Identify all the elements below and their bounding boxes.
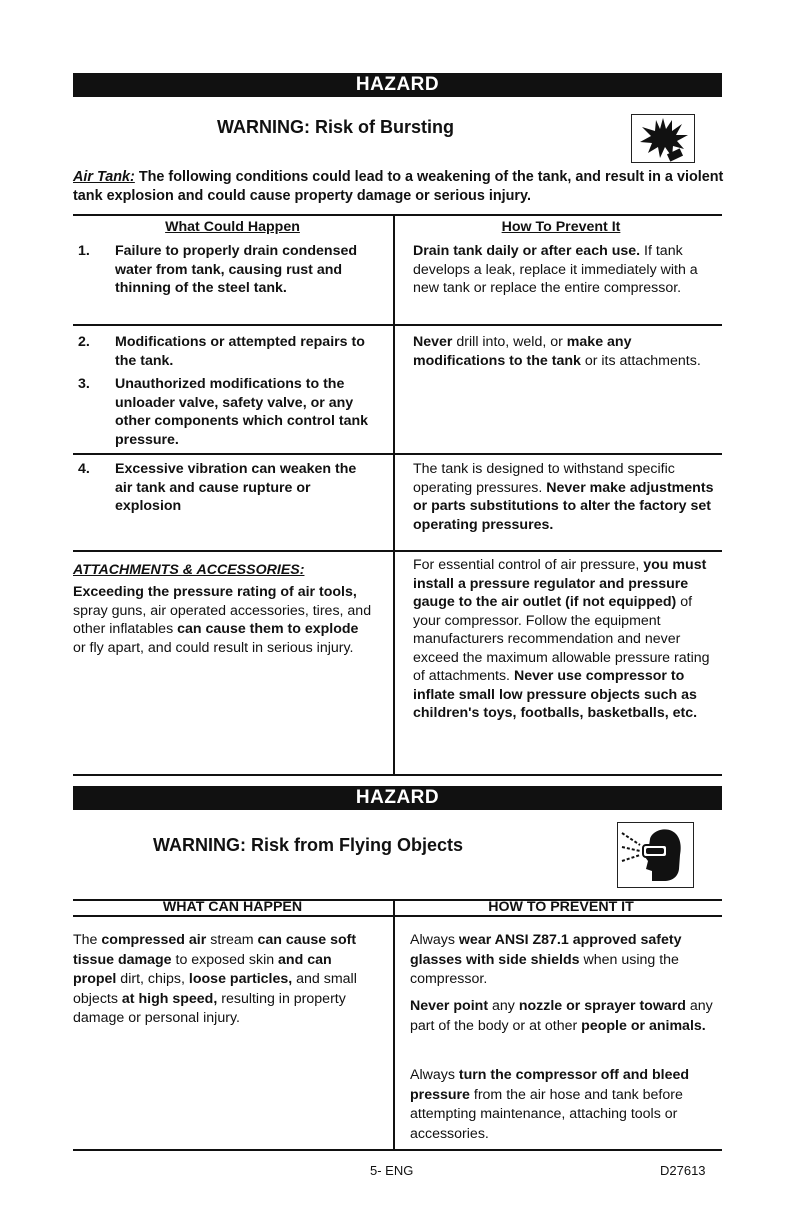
air-tank-intro: Air Tank: The following conditions could lead to a weakening of the tank, and result in a violent tank explosion and could cause property damage or serious injury. bbox=[73, 169, 724, 204]
table-top-rule bbox=[73, 214, 722, 216]
safety-goggles-icon bbox=[617, 822, 694, 888]
row-rule bbox=[73, 453, 722, 455]
page-number: 5- ENG bbox=[370, 1163, 414, 1178]
col-header-what-could-happen: What Could Happen bbox=[165, 219, 300, 235]
text-run: Never point bbox=[410, 998, 489, 1014]
text-run: Drain tank daily or after each use. bbox=[413, 243, 641, 259]
attachments-title: ATTACHMENTS & ACCESSORIES: bbox=[73, 562, 305, 578]
row-rule bbox=[73, 550, 722, 552]
header-rule bbox=[73, 915, 722, 917]
text-run: drill into, weld, or bbox=[452, 334, 567, 350]
prevention-text bbox=[410, 1066, 724, 1144]
text-run: loose particles, bbox=[188, 971, 293, 987]
text-run: people or animals. bbox=[581, 1017, 706, 1034]
text-run: and can propel bbox=[73, 951, 332, 987]
text-run: can cause soft tissue damage bbox=[73, 932, 357, 968]
hazard-item: Failure to properly drain condensed water from tank, causing rust and thinning of the steel tank. bbox=[115, 243, 358, 296]
text-run: and small objects bbox=[73, 971, 357, 1007]
table-divider bbox=[393, 899, 395, 1149]
warning-title: WARNING: Risk of Bursting bbox=[217, 117, 454, 137]
explosion-icon bbox=[631, 114, 695, 163]
row-number: 3. bbox=[78, 376, 90, 392]
text-run: or fly apart, and could result in serious injury. bbox=[73, 639, 354, 656]
text-run: stream bbox=[206, 932, 258, 948]
attachments-hazard bbox=[73, 583, 373, 657]
text-run: Never make adjustments or parts substitutions to alter the factory set operating pressures. bbox=[413, 479, 714, 533]
table-bottom-rule bbox=[73, 774, 722, 776]
text-run: any bbox=[488, 998, 519, 1014]
text-run: at high speed, bbox=[121, 990, 218, 1007]
text-run: resulting in property damage or personal injury. bbox=[73, 990, 346, 1026]
document-code: D27613 bbox=[660, 1163, 706, 1178]
hazard-banner: HAZARD bbox=[73, 73, 722, 97]
text-run: you must install a pressure regulator and pressure gauge to the air outlet (if not equipped) bbox=[413, 557, 707, 610]
text-run: can cause them to explode bbox=[177, 621, 359, 637]
text-run: Always bbox=[410, 932, 459, 948]
row-number: 4. bbox=[78, 461, 90, 477]
col-header-how-to-prevent: How To Prevent It bbox=[501, 219, 621, 235]
flying-objects-hazard bbox=[73, 931, 373, 1029]
hazard-banner: HAZARD bbox=[73, 786, 722, 810]
row-rule bbox=[73, 324, 722, 326]
hazard-item: Unauthorized modifications to the unloader valve, safety valve, or any other components which control tank pressure. bbox=[115, 376, 369, 448]
warning-title: WARNING: Risk from Flying Objects bbox=[153, 835, 464, 855]
row-number: 1. bbox=[78, 243, 90, 259]
text-run: make any modifications to the tank bbox=[413, 334, 632, 369]
text-run: turn the compressor off and bleed pressure bbox=[410, 1067, 690, 1103]
text-run: The bbox=[73, 932, 102, 948]
table-divider bbox=[393, 214, 395, 774]
text-run: For essential control of air pressure, bbox=[413, 557, 644, 573]
text-run: Never use compressor to inflate small low pressure objects such as children's toys, footballs, basketballs, etc. bbox=[413, 668, 698, 721]
hazard-item: Excessive vibration can weaken the air tank and cause rupture or explosion bbox=[115, 461, 357, 514]
text-run: any part of the body or at other bbox=[410, 998, 713, 1034]
text-run: Always bbox=[410, 1067, 459, 1083]
text-run: nozzle or sprayer toward bbox=[518, 998, 686, 1014]
text-run: If tank develops a leak, replace it immediately with a new tank or replace the entire compressor. bbox=[413, 243, 698, 296]
text-run: Never bbox=[413, 334, 453, 350]
prevention-text bbox=[410, 931, 724, 990]
text-run: wear ANSI Z87.1 approved safety glasses with side shields bbox=[410, 932, 682, 968]
text-run: of your compressor. Follow the equipment manufacturers recommendation and never exceed the maximum allowable pressure rating of attachments. bbox=[413, 594, 710, 684]
prevention-text bbox=[413, 333, 703, 370]
text-run: dirt, chips, bbox=[116, 971, 189, 987]
text-run: compressed air bbox=[101, 932, 207, 948]
col-header-what-can-happen: WHAT CAN HAPPEN bbox=[162, 899, 303, 915]
hazard-item: Modifications or attempted repairs to the tank. bbox=[115, 334, 365, 369]
attachments-prevention bbox=[413, 556, 723, 723]
prevention-text bbox=[410, 997, 724, 1036]
text-run: when using the compressor. bbox=[410, 951, 679, 987]
table-bottom-rule bbox=[73, 1149, 722, 1151]
row-number: 2. bbox=[78, 334, 90, 350]
col-header-how-to-prevent: HOW TO PREVENT IT bbox=[488, 899, 634, 915]
text-run: to exposed skin bbox=[171, 951, 279, 968]
prevention-text bbox=[413, 460, 721, 534]
text-run: The tank is designed to withstand specific operating pressures. bbox=[413, 461, 675, 496]
text-run: spray guns, air operated accessories, tires, and other inflatables bbox=[73, 602, 372, 637]
text-run: or its attachments. bbox=[580, 352, 701, 369]
text-run: Exceeding the pressure rating of air tools, bbox=[73, 584, 357, 600]
text-run: from the air hose and tank before attempting maintenance, attaching tools or accessories. bbox=[410, 1086, 683, 1142]
prevention-text bbox=[413, 242, 713, 298]
